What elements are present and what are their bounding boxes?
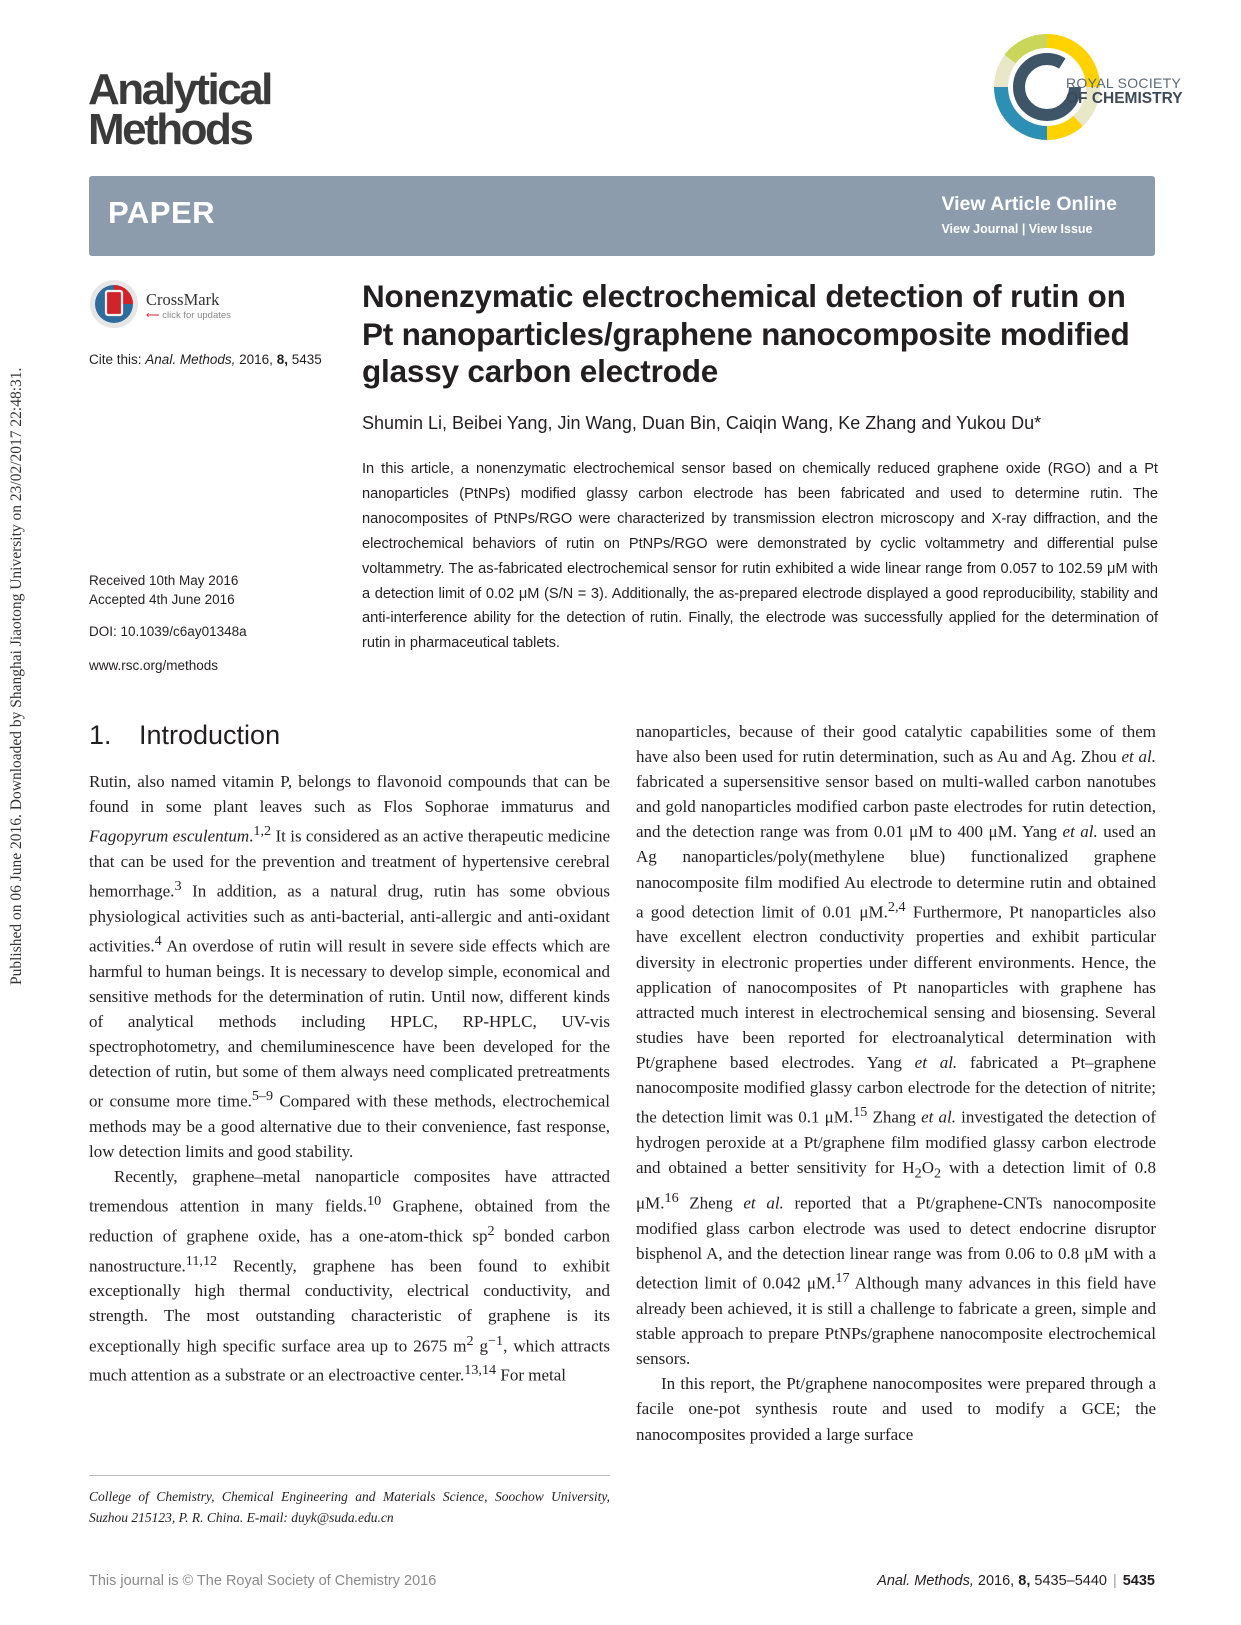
intro-paragraph-2: Recently, graphene–metal nanoparticle composites have attracted tremendous attention in many fields.$^{10}$ Graphene, obtained from the reduction of graphene oxide, has a one-atom-thick $sp^2$ bonded carbon nanostructure.$^{11,12}$ Recently, graphene has been found to exhibit exceptionally high thermal conductivity, electrical conductivity, and strength. The most outstanding characteristic of graphene is its exceptionally high specific surface area up to 2675 $m^2$ $g^{-1}$, which attracts much attention as a substrate or an electroactive center.$^{13,14}$ For metal xyxy=(89,1167,610,1385)
cite-this xyxy=(89,352,322,367)
citation-ref[interactable]: 10 xyxy=(366,1193,382,1210)
cite-prefix: Cite this: xyxy=(89,352,142,367)
journal-title-line1: Analytical xyxy=(88,65,271,114)
citation-ref[interactable]: 13,14 xyxy=(464,1362,497,1379)
footer-pages: 5435–5440 xyxy=(1034,1573,1107,1589)
footer-separator: | xyxy=(1112,1573,1117,1589)
body-column-right xyxy=(636,719,1156,1447)
citation-ref[interactable]: 15 xyxy=(853,1104,868,1121)
journal-url[interactable]: www.rsc.org/methods xyxy=(89,658,219,673)
footnote-divider xyxy=(89,1475,610,1476)
received-date: Received 10th May 2016 xyxy=(89,573,239,588)
intro-paragraph-1: Rutin, also named vitamin P, belongs to flavonoid compounds that can be found in some plant leaves such as Flos Sophorae immaturus and Fagopyrum esculentum.$^{1,2}$ It is considered as an active therapeutic medicine that can be used for the prevention and treatment of hypertensive cerebral hemorrhage.$^3$ In addition, as a natural drug, rutin has some obvious physiological activities such as anti-bacterial, anti-allergic and anti-oxidant activities.$^4$ An overdose of rutin will result in severe side effects which are harmful to human beings. It is necessary to develop simple, economical and sensitive methods for the determination of rutin. Until now, different kinds of analytical methods including HPLC, RP-HPLC, UV-vis spectrophotometry, and chemiluminescence have been developed for the detection of rutin, but some of them always need complicated pretreatments or consume more time.$^{5-9}$ Compared with these methods, electrochemical methods may be a good alternative due to their convenience, fast response, low detection limits and good stability. xyxy=(89,772,610,1161)
crossmark-icon xyxy=(89,279,139,329)
abstract: In this article, a nonenzymatic electrochemical sensor based on chemically reduced graphene oxide (RGO) and a Pt nanoparticles (PtNPs) modified glassy carbon electrode has been fabricated and used to determine rutin. The nanocomposites of PtNPs/RGO were characterized by transmission electron microscopy and X-ray diffraction, and the electrochemical behaviors of rutin on PtNPs/RGO were demonstrated by cyclic voltammetry and differential pulse voltammetry. The as-fabricated electrochemical sensor for rutin exhibited a wide linear range from 0.057 to 102.59 μM with a detection limit of 0.02 μM (S/N = 3). Additionally, the as-prepared electrode displayed a good reproducibility, stability and anti-interference ability for the detection of rutin. Finally, the electrode was successfully applied for the determination of rutin in pharmaceutical tablets. xyxy=(362,461,1158,652)
citation-ref[interactable]: 17 xyxy=(835,1270,850,1287)
banner-links xyxy=(941,193,1117,236)
footer-copyright: This journal is © The Royal Society of Chemistry 2016 xyxy=(89,1573,437,1589)
accepted-date: Accepted 4th June 2016 xyxy=(89,592,235,607)
cite-journal: Anal. Methods, xyxy=(145,352,236,367)
article-title: Nonenzymatic electrochemical detection of rutin on Pt nanoparticles/graphene nanocomposite modified glassy carbon electrode xyxy=(362,278,1130,389)
article-type-banner xyxy=(89,176,1155,256)
footer-citation xyxy=(877,1573,1155,1589)
doi[interactable]: DOI: 10.1039/c6ay01348a xyxy=(89,624,247,639)
footer-volume: 8, xyxy=(1018,1573,1031,1589)
cite-volume: 8, xyxy=(276,352,288,367)
rsc-wordmark xyxy=(1066,75,1186,107)
affiliation-footnote: College of Chemistry, Chemical Engineering and Materials Science, Soochow University, Suzhou 215123, P. R. China. E-mail: duyk@suda.edu.cn xyxy=(89,1489,610,1525)
crossmark-label: CrossMark xyxy=(146,290,220,309)
publication-side-note: Published on 06 June 2016. Downloaded by Shanghai Jiaotong University on 23/02/2017 22:48:31. xyxy=(8,367,25,985)
footer-page-number: 5435 xyxy=(1122,1573,1155,1589)
crossmark-arrow-icon: ⟵ xyxy=(146,310,163,321)
intro-paragraph-4: In this report, the Pt/graphene nanocomposites were prepared through a facile one-pot synthesis route and used to modify a GCE; the nanocomposites provided a large surface xyxy=(636,1374,1156,1444)
footer-year: 2016, xyxy=(977,1573,1015,1589)
journal-title xyxy=(88,65,271,154)
section-heading xyxy=(89,720,280,751)
citation-ref[interactable]: 16 xyxy=(664,1190,679,1207)
crossmark-sub-text: click for updates xyxy=(162,310,231,321)
rsc-wordmark-line1: ROYAL SOCIETY xyxy=(1066,75,1182,91)
body-column-left xyxy=(89,769,610,1388)
banner-link-separator: | xyxy=(1021,222,1026,236)
view-issue-link[interactable]: View Issue xyxy=(1028,222,1093,236)
view-article-online-link[interactable]: View Article Online xyxy=(941,193,1117,215)
citation-ref[interactable]: 3 xyxy=(174,878,182,895)
rsc-wordmark-line2: OF CHEMISTRY xyxy=(1066,90,1183,107)
crossmark-badge[interactable] xyxy=(89,279,319,329)
citation-ref[interactable]: 2,4 xyxy=(887,898,906,915)
section-title: Introduction xyxy=(139,720,281,750)
citation-ref[interactable]: 1,2 xyxy=(253,823,272,840)
article-type-label: PAPER xyxy=(108,195,216,230)
journal-title-line2: Methods xyxy=(88,105,252,154)
author-list: Shumin Li, Beibei Yang, Jin Wang, Duan Bin, Caiqin Wang, Ke Zhang and Yukou Du* xyxy=(362,413,1042,433)
banner-sub-links xyxy=(941,222,1117,236)
view-journal-link[interactable]: View Journal xyxy=(941,222,1019,236)
cite-year: 2016, xyxy=(239,352,273,367)
intro-paragraph-3: nanoparticles, because of their good catalytic capabilities some of them have also been used for rutin determination, such as Au and Ag. Zhou et al. fabricated a supersensitive sensor based on multi-walled carbon nanotubes and gold nanoparticles modified carbon paste electrodes for rutin detection, and the detection range was from 0.01 μM to 400 μM. Yang et al. used an Ag nanoparticles/poly(methylene blue) functionalized graphene nanocomposite film modified Au electrode to determine rutin and obtained a good detection limit of 0.01 μM.$^{2,4}$ Furthermore, Pt nanoparticles also have excellent electron conductivity properties and exhibit particular diversity in electronic properties under different environments. Hence, the application of nanocomposites of Pt nanoparticles with graphene has attracted much interest in electrochemical sensing and biosensing. Several studies have been reported for electroanalytical determination with Pt/graphene based electrodes. Yang et al. fabricated a Pt–graphene nanocomposite modified glassy carbon electrode for the detection of nitrite; the detection limit was 0.1 μM.$^{15}$ Zhang et al. investigated the detection of hydrogen peroxide at a Pt/graphene film modified glassy carbon electrode and obtained a better sensitivity for $H_2O_2$ with a detection limit of 0.8 μM.$^{16}$ Zheng et al. reported that a Pt/graphene-CNTs nanocomposite modified glass carbon electrode was used to detect endocrine disruptor bisphenol A, and the detection linear range was from 0.06 to 0.8 μM with a detection limit of 0.042 μM.$^{17}$ Although many advances in this field have already been achieved, it is still a challenge to fabricate a green, simple and stable approach to prepare PtNPs/graphene nanocomposite electrochemical sensors. xyxy=(636,722,1157,1369)
footer-journal: Anal. Methods, xyxy=(877,1573,974,1589)
crossmark-sub xyxy=(146,310,231,321)
section-number: 1. xyxy=(89,720,112,750)
citation-ref[interactable]: 5–9 xyxy=(251,1088,274,1105)
citation-ref[interactable]: 4 xyxy=(154,932,162,949)
cite-page: 5435 xyxy=(291,352,322,367)
citation-ref[interactable]: 11,12 xyxy=(185,1252,218,1269)
